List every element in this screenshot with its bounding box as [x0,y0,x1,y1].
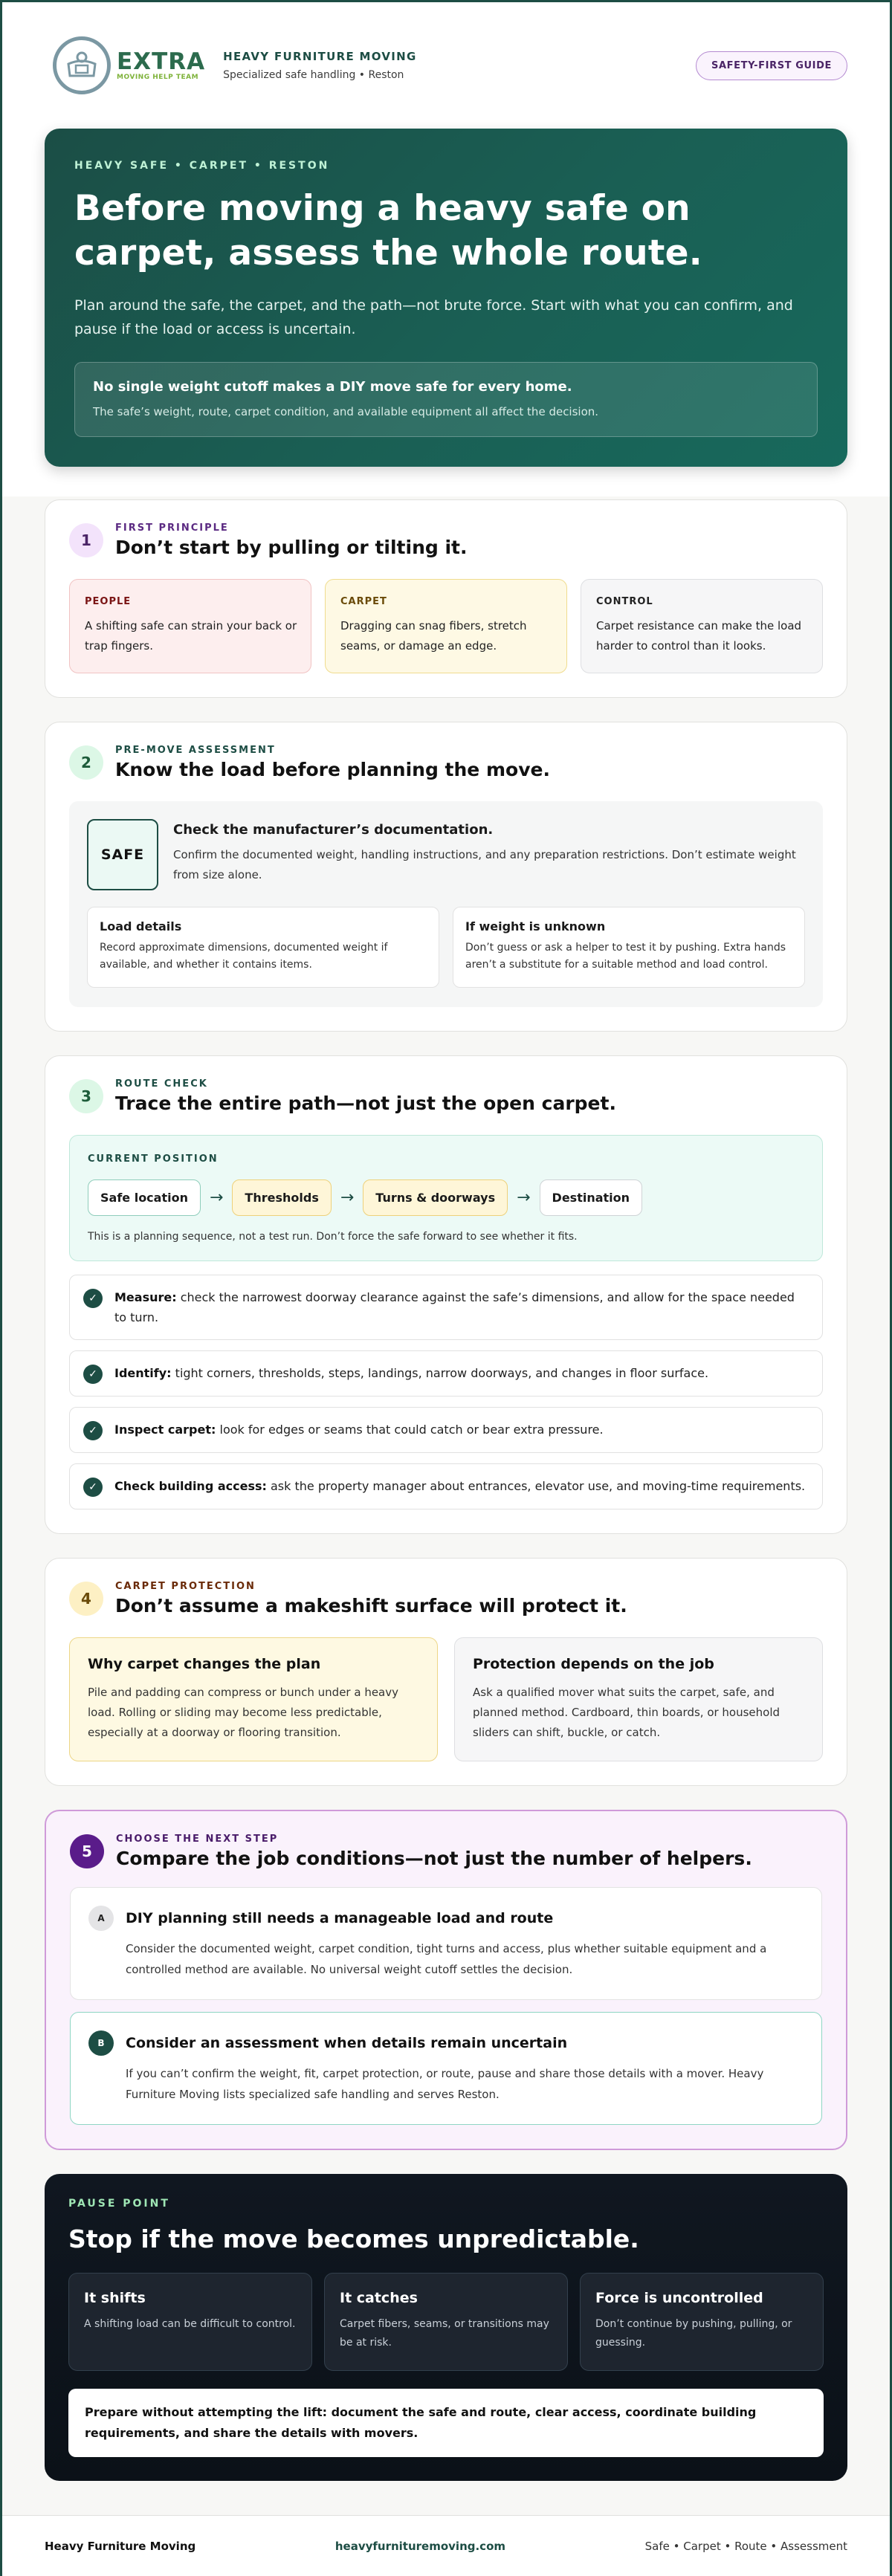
step-number: 5 [70,1834,104,1868]
doc-body: Confirm the documented weight, handling instructions, and any preparation restrictions. Don’t estimate weight from size alone. [173,848,796,881]
route-step-thresholds: Thresholds [232,1179,331,1216]
pause-point-panel [45,2174,847,2481]
route-note: This is a planning sequence, not a test run. Don’t force the safe forward to see whether it fits. [88,1231,578,1243]
pause-card-shifts [68,2273,312,2371]
risk-card-text: Carpet resistance can make the load harder to control than it looks. [596,619,802,653]
section-title: Know the load before planning the move. [115,759,550,780]
checklist-item [69,1275,823,1340]
step-number: 3 [69,1079,103,1113]
section-carpet-protection [45,1558,847,1786]
check-text: ask the property manager about entrances, elevator use, and moving-time requirements. [266,1479,806,1493]
card-title: Protection depends on the job [473,1656,714,1672]
pause-card-title: Force is uncontrolled [595,2290,763,2306]
check-lead: Check building access: [114,1479,267,1493]
arrow-right-icon: → [517,1188,531,1207]
assessment-panel [69,801,823,1007]
risk-card-text: Dragging can snag fibers, stretch seams, or damage an edge. [340,619,527,653]
step-number: 4 [69,1582,103,1616]
option-title: Consider an assessment when details remain uncertain [126,2035,568,2051]
risk-card-label: CARPET [340,596,387,607]
hero-callout-title: No single weight cutoff makes a DIY move safe for every home. [93,379,572,395]
protection-card [454,1637,823,1761]
option-assessment [70,2012,822,2125]
mini-card-title: If weight is unknown [465,919,606,933]
check-icon: ✓ [83,1478,103,1497]
section-kicker: ROUTE CHECK [115,1078,208,1090]
footer-brand: Heavy Furniture Moving [45,2539,196,2553]
section-kicker: CHOOSE THE NEXT STEP [116,1834,279,1845]
pause-card-body: A shifting load can be difficult to control. [84,2318,296,2330]
load-details-card [87,907,439,988]
route-kicker: CURRENT POSITION [88,1153,219,1165]
route-step-destination: Destination [540,1179,643,1216]
risk-card-people [69,579,311,673]
option-body: If you can’t confirm the weight, fit, carpet protection, or route, pause and share those details with a mover. Heavy Furniture Moving lists specialized safe handling and serves Reston. [126,2067,764,2101]
option-title: DIY planning still needs a manageable load and route [126,1910,554,1926]
pause-card-body: Don’t continue by pushing, pulling, or guessing. [595,2318,792,2349]
check-lead: Inspect carpet: [114,1423,216,1437]
checklist-item [69,1463,823,1509]
section-first-principle [45,499,847,698]
brand-subtitle: Specialized safe handling • Reston [223,69,404,81]
section-next-step [45,1810,847,2150]
mini-card-title: Load details [100,919,182,933]
risk-card-control [581,579,823,673]
safety-guide-pill: SAFETY-FIRST GUIDE [696,51,847,80]
route-step-turns-doorways: Turns & doorways [363,1179,508,1216]
card-body: Pile and padding can compress or bunch under a heavy load. Rolling or sliding may become less predictable, especially at a doorway or flooring transition. [88,1686,399,1739]
unknown-weight-card [453,907,805,988]
doc-title: Check the manufacturer’s documentation. [173,822,494,838]
carpet-plan-card [69,1637,438,1761]
hero-title: Before moving a heavy safe on carpet, assess the whole route. [74,188,702,274]
option-body: Consider the documented weight, carpet condition, tight turns and access, plus whether suitable equipment and a controlled method are available. No universal weight cutoff settles the decision. [126,1942,767,1976]
check-icon: ✓ [83,1421,103,1440]
section-kicker: PRE-MOVE ASSESSMENT [115,745,276,756]
card-body: Ask a qualified mover what suits the carpet, safe, and planned method. Cardboard, thin boards, or household sliders can shift, buckle, or catch. [473,1686,780,1739]
route-sequence-panel [69,1135,823,1261]
footer-tags: Safe • Carpet • Route • Assessment [644,2539,847,2553]
pause-card-uncontrolled [580,2273,824,2371]
route-step-safe-location: Safe location [88,1179,201,1216]
hero-callout-text: The safe’s weight, route, carpet condition, and available equipment all affect the decision. [93,405,599,418]
risk-card-label: CONTROL [596,596,653,607]
risk-card-label: PEOPLE [85,596,132,607]
logo-main-text: EXTRA [117,48,206,75]
option-badge: A [88,1906,114,1931]
pause-card-catches [324,2273,568,2371]
checklist-item [69,1407,823,1453]
pause-card-body: Carpet fibers, seams, or transitions may be at risk. [340,2318,549,2349]
step-number: 2 [69,745,103,780]
pause-card-title: It shifts [84,2290,146,2306]
mini-card-body: Don’t guess or ask a helper to test it by pushing. Extra hands aren’t a substitute for a suitable method and load control. [465,942,786,971]
hero-kicker: HEAVY SAFE • CARPET • RESTON [74,160,330,172]
check-text: check the narrowest doorway clearance against the safe’s dimensions, and allow for the space needed to turn. [114,1290,795,1324]
card-title: Why carpet changes the plan [88,1656,321,1672]
arrow-right-icon: → [209,1188,224,1207]
check-icon: ✓ [83,1289,103,1308]
pause-kicker: PAUSE POINT [68,2198,170,2210]
section-kicker: CARPET PROTECTION [115,1581,256,1592]
section-kicker: FIRST PRINCIPLE [115,522,229,534]
option-diy [70,1887,822,2000]
footer-website-link[interactable]: heavyfurnituremoving.com [334,2539,506,2553]
pause-title: Stop if the move becomes unpredictable. [68,2224,639,2253]
check-icon: ✓ [83,1365,103,1384]
pause-note: Prepare without attempting the lift: document the safe and route, clear access, coordinate building requirements, and share the details with movers. [68,2389,824,2457]
pause-card-title: It catches [340,2290,418,2306]
check-lead: Identify: [114,1366,172,1380]
hero-callout [74,362,818,437]
risk-card-carpet [325,579,567,673]
check-text: tight corners, thresholds, steps, landings, narrow doorways, and changes in floor surface. [171,1366,709,1380]
arrow-right-icon: → [340,1188,355,1207]
step-number: 1 [69,523,103,557]
option-badge: B [88,2030,114,2056]
site-footer [2,2515,890,2576]
hero-lead: Plan around the safe, the carpet, and the path—not brute force. Start with what you can confirm, and pause if the load or access is uncertain. [74,297,793,337]
section-pre-move-assessment [45,722,847,1032]
hero-banner [45,129,847,467]
section-title: Trace the entire path—not just the open carpet. [115,1093,616,1114]
logo-mover-icon [53,36,111,94]
check-text: look for edges or seams that could catch or bear extra pressure. [216,1423,604,1437]
mini-card-body: Record approximate dimensions, documented weight if available, and whether it contains items. [100,942,388,971]
section-title: Don’t start by pulling or tilting it. [115,537,468,558]
section-title: Compare the job conditions—not just the number of helpers. [116,1848,752,1869]
section-route-check [45,1055,847,1534]
check-lead: Measure: [114,1290,177,1304]
site-header [2,2,890,129]
checklist-item [69,1350,823,1397]
brand-title: HEAVY FURNITURE MOVING [223,50,417,63]
safe-icon: SAFE [87,819,158,890]
logo-sub-text: MOVING HELP TEAM [117,74,199,81]
risk-card-text: A shifting safe can strain your back or trap fingers. [85,619,297,653]
logo-wordmark [117,50,205,81]
section-title: Don’t assume a makeshift surface will protect it. [115,1595,627,1617]
